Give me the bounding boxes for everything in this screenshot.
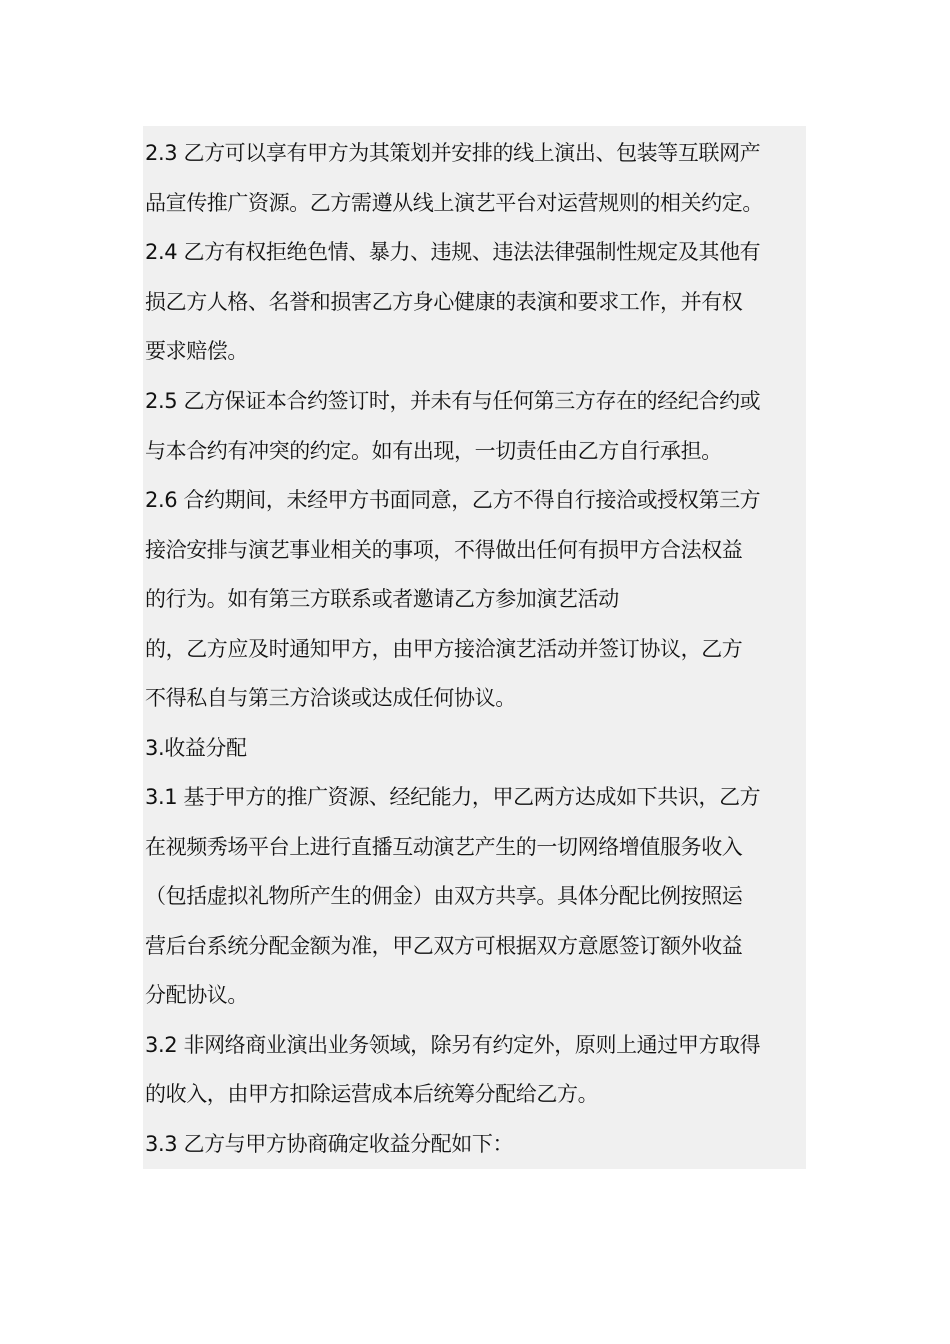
clause-2-3-line-2: 品宣传推广资源。乙方需遵从线上演艺平台对运营规则的相关约定。	[145, 191, 763, 215]
clause-3-2-line-1: 3.2 非网络商业演出业务领域，除另有约定外，原则上通过甲方取得	[145, 1033, 761, 1057]
clause-3-1-line-5: 分配协议。	[145, 983, 248, 1007]
clause-2-5-line-1: 2.5 乙方保证本合约签订时，并未有与任何第三方存在的经纪合约或	[145, 389, 761, 413]
clause-2-6-line-3: 的行为。如有第三方联系或者邀请乙方参加演艺活动	[145, 587, 619, 611]
clause-2-6-line-5: 不得私自与第三方洽谈或达成任何协议。	[145, 686, 516, 710]
clause-2-4-line-1: 2.4 乙方有权拒绝色情、暴力、违规、违法法律强制性规定及其他有	[145, 240, 761, 264]
clause-3-1-line-1: 3.1 基于甲方的推广资源、经纪能力，甲乙两方达成如下共识，乙方	[145, 785, 761, 809]
clause-3-1-line-3: （包括虚拟礼物所产生的佣金）由双方共享。具体分配比例按照运	[145, 884, 743, 908]
clause-2-6-line-2: 接洽安排与演艺事业相关的事项，不得做出任何有损甲方合法权益	[145, 538, 743, 562]
clause-2-3-line-1: 2.3 乙方可以享有甲方为其策划并安排的线上演出、包装等互联网产	[145, 141, 761, 165]
clause-2-5-line-2: 与本合约有冲突的约定。如有出现，一切责任由乙方自行承担。	[145, 439, 722, 463]
clause-3-2-line-2: 的收入，由甲方扣除运营成本后统筹分配给乙方。	[145, 1082, 599, 1106]
clause-2-4-line-3: 要求赔偿。	[145, 339, 248, 363]
clause-2-4-line-2: 损乙方人格、名誉和损害乙方身心健康的表演和要求工作，并有权	[145, 290, 743, 314]
clause-3-1-line-4: 营后台系统分配金额为准，甲乙双方可根据双方意愿签订额外收益	[145, 934, 743, 958]
clause-3-3-line-1: 3.3 乙方与甲方协商确定收益分配如下：	[145, 1132, 514, 1156]
section-3-heading: 3.收益分配	[145, 736, 247, 760]
clause-2-6-line-1: 2.6 合约期间，未经甲方书面同意，乙方不得自行接洽或授权第三方	[145, 488, 761, 512]
clause-3-1-line-2: 在视频秀场平台上进行直播互动演艺产生的一切网络增值服务收入	[145, 835, 743, 859]
clause-2-6-line-4: 的，乙方应及时通知甲方，由甲方接洽演艺活动并签订协议，乙方	[145, 637, 743, 661]
contract-text-block	[143, 126, 806, 1169]
